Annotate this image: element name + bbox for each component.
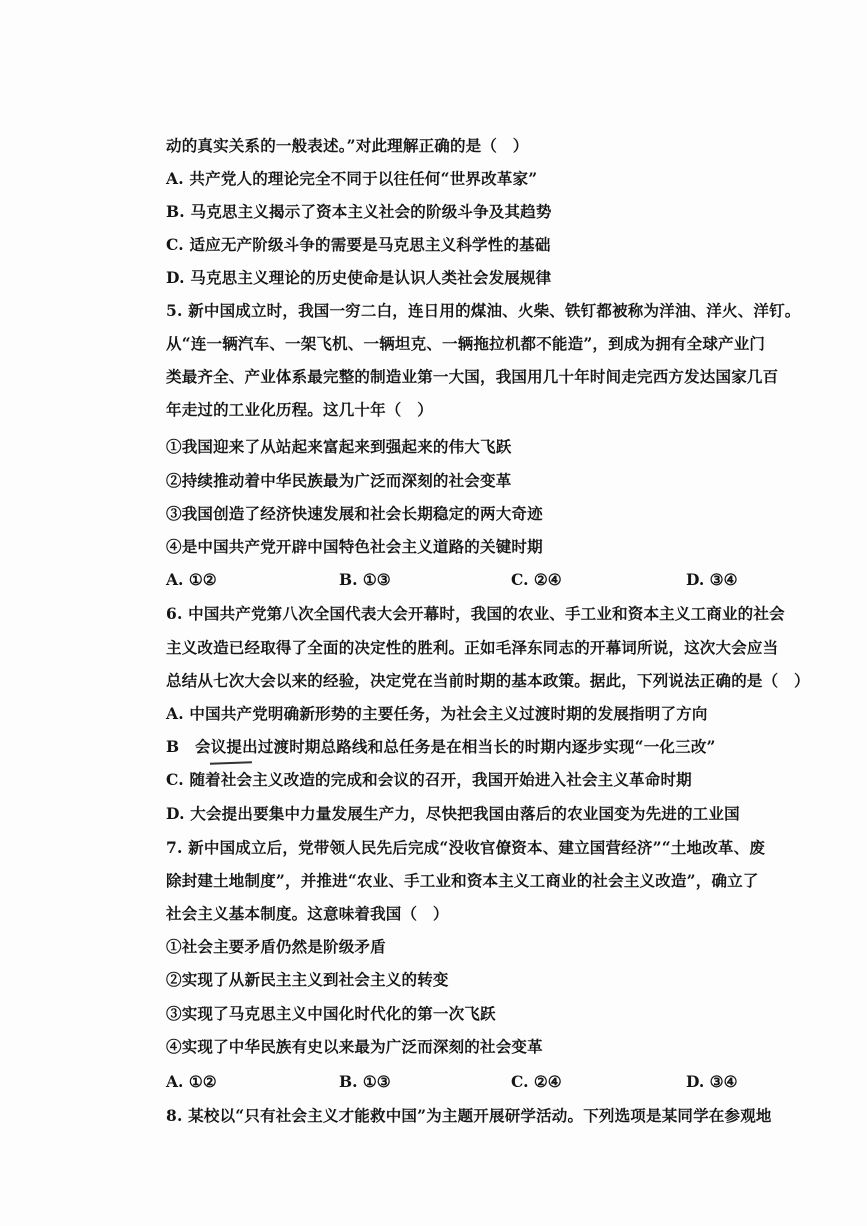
q7-answer-b: B. ①③ bbox=[339, 1072, 391, 1091]
q5-statement-4: ④是中国共产党开辟中国特色社会主义道路的关键时期 bbox=[166, 537, 543, 556]
q7-statement-3: ③实现了马克思主义中国化时代化的第一次飞跃 bbox=[166, 1004, 496, 1023]
q7-answer-c: C. ②④ bbox=[511, 1072, 562, 1091]
q7-stem-line-1: 7. 新中国成立后，党带领人民先后完成“没收官僚资本、建立国营经济”“土地改革、废 bbox=[166, 838, 766, 857]
q6-option-a: A. 中国共产党明确新形势的主要任务，为社会主义过渡时期的发展指明了方向 bbox=[166, 704, 708, 723]
q4-option-a: A. 共产党人的理论完全不同于以往任何“世界改革家” bbox=[166, 169, 538, 188]
q7-stem-line-2: 除封建土地制度”，并推进“农业、手工业和资本主义工商业的社会主义改造”，确立了 bbox=[166, 871, 759, 890]
q7-answer-a: A. ①② bbox=[166, 1072, 217, 1091]
q8-stem-line-1: 8. 某校以“只有社会主义才能救中国”为主题开展研学活动。下列选项是某同学在参观地 bbox=[166, 1106, 772, 1125]
q6-stem-line-3: 总结从七次大会以来的经验，决定党在当前时期的基本政策。据此，下列说法正确的是（ ） bbox=[166, 671, 810, 690]
q5-stem-line-3: 类最齐全、产业体系最完整的制造业第一大国，我国用几十年时间走完西方发达国家几百 bbox=[166, 367, 779, 386]
q7-statement-1: ①社会主要矛盾仍然是阶级矛盾 bbox=[166, 937, 386, 956]
q5-stem-line-1: 5. 新中国成立时，我国一穷二白，连日用的煤油、火柴、铁钉都被称为洋油、洋火、洋钉。 bbox=[166, 301, 801, 320]
q6-stem-line-1: 6. 中国共产党第八次全国代表大会开幕时，我国的农业、手工业和资本主义工商业的社会 bbox=[166, 604, 785, 623]
pen-mark bbox=[210, 761, 252, 767]
q4-option-b: B. 马克思主义揭示了资本主义社会的阶级斗争及其趋势 bbox=[166, 202, 552, 221]
q7-statement-4: ④实现了中华民族有史以来最为广泛而深刻的社会变革 bbox=[166, 1037, 543, 1056]
q4-option-d: D. 马克思主义理论的历史使命是认识人类社会发展规律 bbox=[166, 268, 552, 287]
q5-answer-a: A. ①② bbox=[166, 570, 217, 589]
q5-stem-line-2: 从“连一辆汽车、一架飞机、一辆坦克、一辆拖拉机都不能造”，到成为拥有全球产业门 bbox=[166, 334, 766, 353]
q6-stem-line-2: 主义改造已经取得了全面的决定性的胜利。正如毛泽东同志的开幕词所说，这次大会应当 bbox=[166, 638, 779, 657]
q6-option-b: B 会议提出过渡时期总路线和总任务是在相当长的时期内逐步实现“一化三改” bbox=[166, 737, 716, 756]
q5-statement-1: ①我国迎来了从站起来富起来到强起来的伟大飞跃 bbox=[166, 437, 512, 456]
q5-answer-c: C. ②④ bbox=[511, 570, 562, 589]
q5-statement-2: ②持续推动着中华民族最为广泛而深刻的社会变革 bbox=[166, 471, 512, 490]
q5-answer-d: D. ③④ bbox=[686, 570, 738, 589]
q7-answer-d: D. ③④ bbox=[686, 1072, 738, 1091]
q5-stem-line-4: 年走过的工业化历程。这几十年（ ） bbox=[166, 400, 433, 419]
q4-stem-tail: 动的真实关系的一般表述。”对此理解正确的是（ ） bbox=[166, 136, 529, 155]
q5-answer-b: B. ①③ bbox=[339, 570, 391, 589]
q7-statement-2: ②实现了从新民主主义到社会主义的转变 bbox=[166, 970, 449, 989]
q6-option-c: C. 随着社会主义改造的完成和会议的召开，我国开始进入社会主义革命时期 bbox=[166, 770, 692, 789]
q5-statement-3: ③我国创造了经济快速发展和社会长期稳定的两大奇迹 bbox=[166, 504, 543, 523]
q7-stem-line-3: 社会主义基本制度。这意味着我国（ ） bbox=[166, 904, 449, 923]
q6-option-d: D. 大会提出要集中力量发展生产力，尽快把我国由落后的农业国变为先进的工业国 bbox=[166, 804, 740, 823]
q5-answer-options bbox=[166, 570, 766, 590]
q7-answer-options bbox=[166, 1072, 766, 1092]
q4-option-c: C. 适应无产阶级斗争的需要是马克思主义科学性的基础 bbox=[166, 235, 551, 254]
